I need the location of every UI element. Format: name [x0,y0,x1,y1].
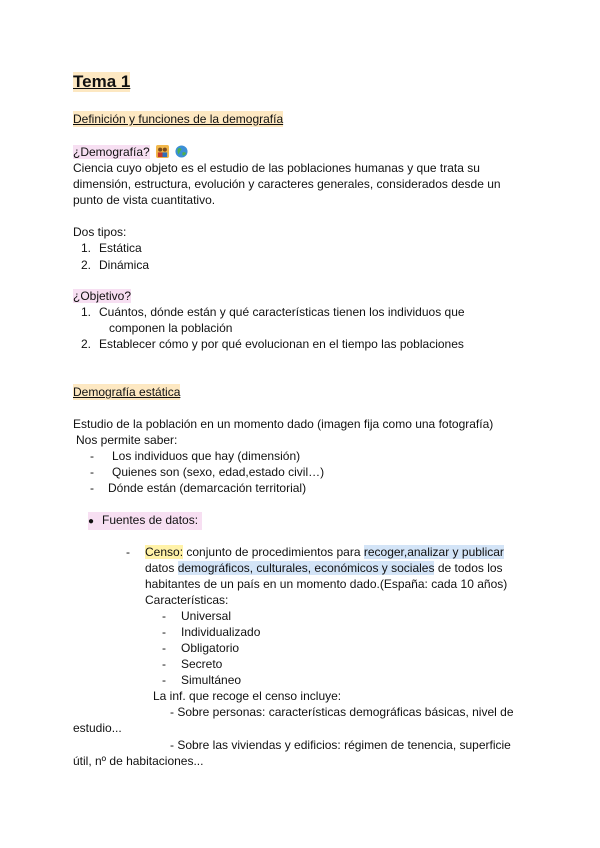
demography-question [73,144,188,160]
list-item [73,240,142,256]
list-text: Dinámica [99,258,150,272]
censo-line-2 [145,560,503,576]
list-item: - Universal [162,609,232,623]
censo-label: Censo: [145,545,184,559]
list-number: 1. [80,305,91,319]
static-intro: Estudio de la población en un momento dado (imagen fija como una fotografía) [73,417,494,431]
sources-bullet [88,512,202,530]
list-text: Simultáneo [181,673,242,687]
list-item: - Obligatorio [162,641,240,655]
characteristics-label: Características: [145,593,229,607]
list-item: - Secreto [162,657,223,671]
list-item: - Simultáneo [162,673,242,687]
bullet-icon: ● [88,516,95,527]
list-text: Individualizado [181,625,261,639]
list-text: Cuántos, dónde están y qué características tienen los individuos que [99,305,465,319]
list-text: Universal [181,609,232,623]
list-text: Los individuos que hay (dimensión) [112,449,301,463]
people-emoji-icon [156,145,169,158]
types-intro: Dos tipos: [73,225,127,239]
censo-text: de todos los [437,561,503,575]
list-item: - Dónde están (demarcación territorial) [90,481,307,495]
list-text: Establecer cómo y por qué evolucionan en el tiempo las poblaciones [99,337,464,351]
globe-emoji-icon [175,145,188,158]
list-text: Dónde están (demarcación territorial) [108,481,307,495]
list-item [73,304,465,320]
list-text: Secreto [181,657,223,671]
list-text: Quienes son (sexo, edad,estado civil…) [112,465,325,479]
definition-line-2: dimensión, estructura, evolución y caracteres generales, considerados desde un [73,177,501,191]
censo-line-1: - Censo: conjunto de procedimientos para recoger,analizar y publicar [126,545,504,559]
list-text: Estática [99,241,142,255]
objective-question-text: ¿Objetivo? [73,289,132,303]
persons-line-1: - Sobre personas: características demográficas básicas, nivel de [170,705,514,719]
list-item: - Los individuos que hay (dimensión) [90,449,301,463]
housing-line-1: - Sobre las viviendas y edificios: régimen de tenencia, superficie [170,738,511,752]
list-number: 2. [80,337,91,351]
list-number: 1. [80,241,91,255]
housing-line-2: útil, nº de habitaciones... [73,754,204,768]
list-item: - Quienes son (sexo, edad,estado civil…) [90,465,325,479]
list-item: - Individualizado [162,625,261,639]
section-heading-static: Demografía estática [73,385,181,399]
page-title: Tema 1 [73,72,131,91]
sources-label: Fuentes de datos: [102,513,199,527]
definition-line-3: punto de vista cuantitativo. [73,193,216,207]
section-heading-definition: Definición y funciones de la demografía [73,112,284,126]
censo-text: datos [145,561,175,575]
censo-highlight: demográficos, culturales, económicos y sociales [177,561,435,575]
census-includes: La inf. que recoge el censo incluye: [153,689,342,703]
censo-text: conjunto de procedimientos para [186,545,361,559]
censo-line-3: habitantes de un país en un momento dado.(España: cada 10 años) [145,577,508,591]
list-number: 2. [80,258,91,272]
question-text: ¿Demografía? [73,145,150,159]
permits-label: Nos permite saber: [76,433,178,447]
definition-line-1: Ciencia cuyo objeto es el estudio de las poblaciones humanas y que trata su [73,161,480,175]
objective-question [73,288,131,304]
list-text-continuation: componen la población [109,321,233,335]
censo-highlight: recoger,analizar y publicar [363,545,504,559]
persons-line-2: estudio... [73,721,122,735]
list-text: Obligatorio [181,641,240,655]
list-item [73,336,464,352]
list-item [73,257,149,273]
